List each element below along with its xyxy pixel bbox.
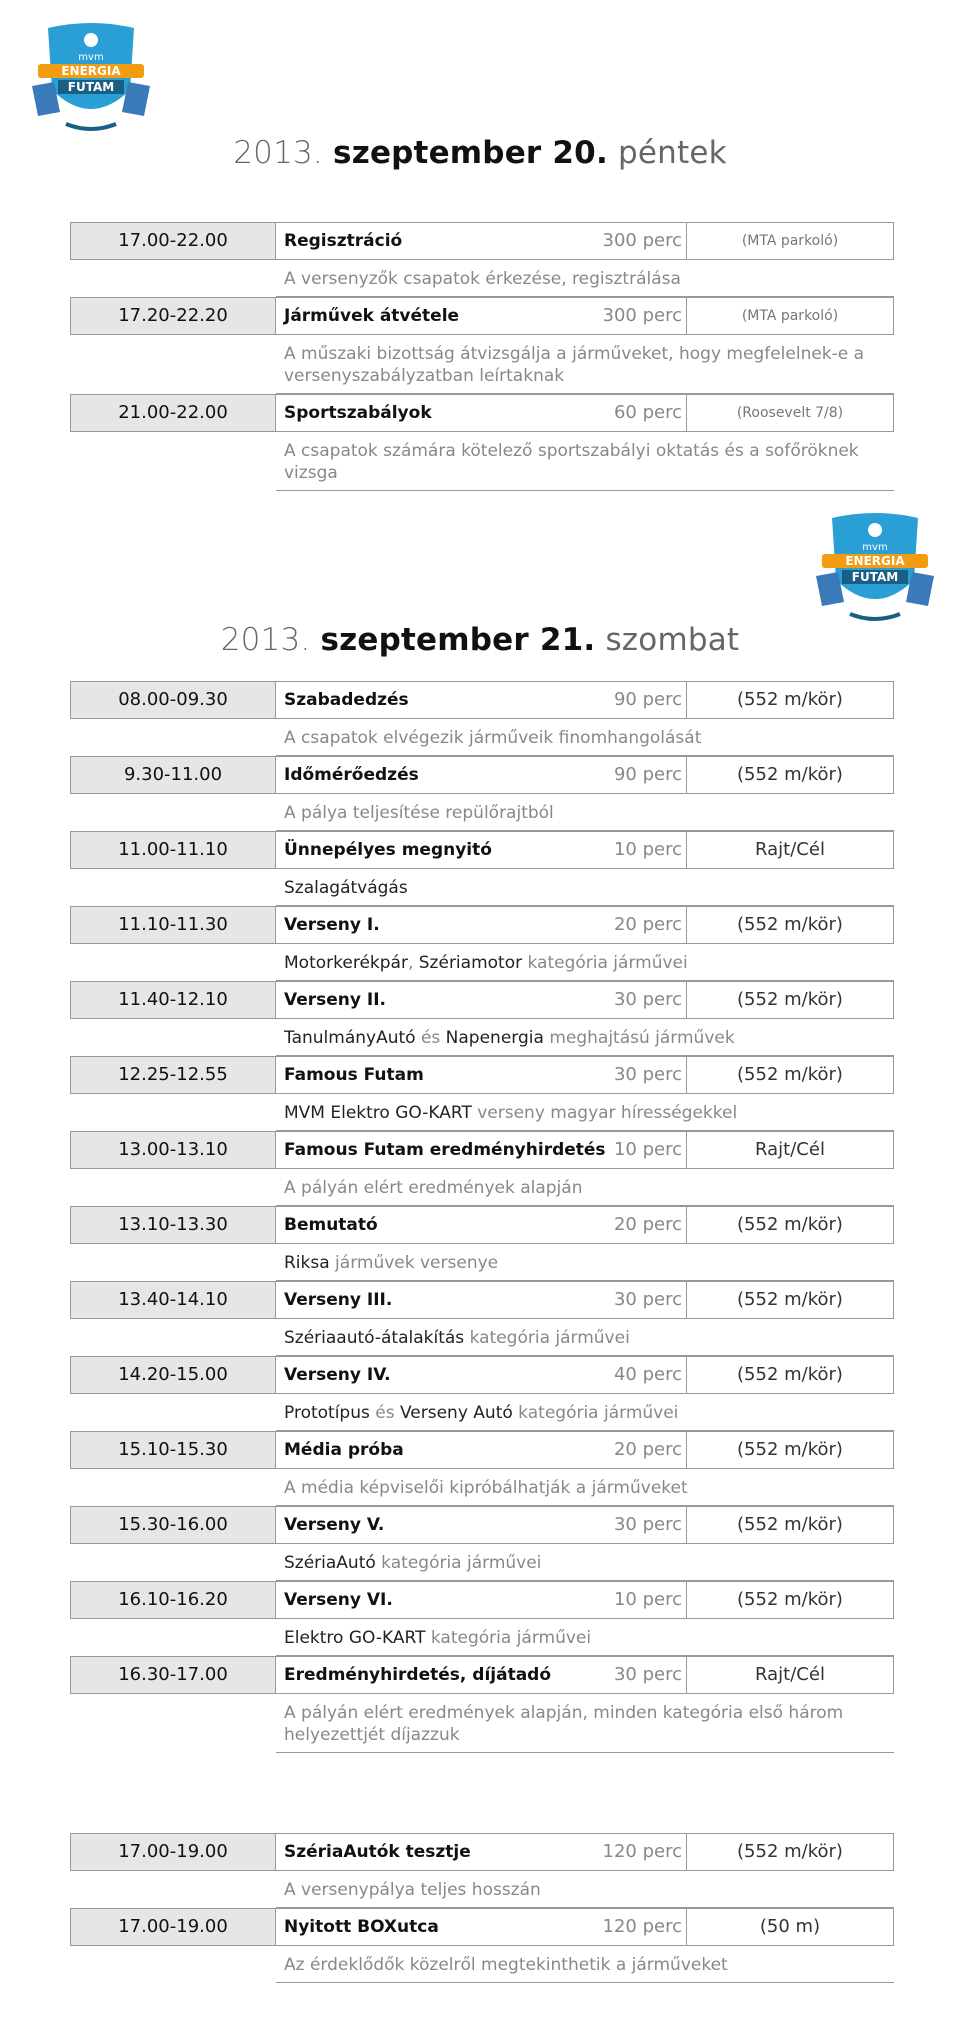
event-duration: 120 perc [602, 1916, 682, 1937]
event-location: (552 m/kör) [686, 1206, 894, 1244]
event-title: Média próba [276, 1431, 686, 1469]
description-text: kategória járművei [512, 1403, 679, 1423]
event-title: Verseny V. [276, 1506, 686, 1544]
event-duration: 20 perc [613, 914, 682, 935]
schedule-row [70, 1506, 900, 1544]
day1-schedule [70, 222, 900, 491]
event-location: (50 m) [686, 1908, 894, 1946]
schedule-row [70, 1656, 900, 1694]
event-location: (552 m/kör) [686, 906, 894, 944]
event-duration: 10 perc [613, 1589, 682, 1610]
schedule-row [70, 222, 900, 260]
schedule-row [70, 756, 900, 794]
event-title: Időmérőedzés [276, 756, 686, 794]
description-text: A média képviselői kipróbálhatják a járműveket [284, 1478, 688, 1498]
event-time: 9.30-11.00 [70, 756, 276, 794]
event-location: (552 m/kör) [686, 981, 894, 1019]
description-highlight: Elektro GO-KART [284, 1628, 426, 1648]
event-location: (Roosevelt 7/8) [686, 394, 894, 432]
energia-futam-logo [810, 510, 940, 625]
event-location: (MTA parkoló) [686, 297, 894, 335]
description-highlight: MVM Elektro GO-KART [284, 1103, 472, 1123]
event-title: Verseny II. [276, 981, 686, 1019]
schedule-row [70, 831, 900, 869]
event-duration: 20 perc [613, 1439, 682, 1460]
event-duration: 300 perc [602, 305, 682, 326]
event-description [276, 1394, 894, 1431]
event-title: Regisztráció [276, 222, 686, 260]
event-duration: 30 perc [613, 989, 682, 1010]
logo-brand: mvm [78, 52, 104, 63]
description-text: kategória járművei [464, 1328, 630, 1348]
description-text: A csapatok elvégezik járműveik finomhangolását [284, 728, 702, 748]
event-location: (552 m/kör) [686, 1506, 894, 1544]
description-highlight: Szériaautó-átalakítás [284, 1328, 465, 1348]
event-description: A csapatok számára kötelező sportszabályi oktatás és a sofőröknek vizsga [276, 432, 894, 491]
event-title: Verseny I. [276, 906, 686, 944]
logo-line2: FUTAM [851, 570, 899, 584]
description-text: kategória járművei [425, 1628, 592, 1648]
schedule-row [70, 1833, 900, 1871]
description-text: A versenypálya teljes hosszán [284, 1880, 541, 1900]
day2-heading [0, 622, 960, 658]
description-highlight: Riksa [284, 1253, 330, 1273]
event-time: 13.00-13.10 [70, 1131, 276, 1169]
day2-schedule [70, 681, 900, 1753]
event-title: Nyitott BOXutca [276, 1908, 686, 1946]
event-description [276, 1619, 894, 1656]
description-highlight: Szériamotor [418, 953, 523, 973]
event-duration: 10 perc [613, 839, 682, 860]
event-time: 15.10-15.30 [70, 1431, 276, 1469]
description-text: A pályán elért eredmények alapján, minden kategória első három helyezettjét díjazzuk [284, 1703, 844, 1745]
event-time: 16.30-17.00 [70, 1656, 276, 1694]
event-duration: 90 perc [613, 764, 682, 785]
description-highlight: Verseny Autó [399, 1403, 513, 1423]
logo-line1: ENERGIA [845, 554, 905, 568]
description-highlight: Motorkerékpár [284, 953, 408, 973]
event-description [276, 944, 894, 981]
event-title: SzériaAutók tesztje [276, 1833, 686, 1871]
event-time: 13.40-14.10 [70, 1281, 276, 1319]
energia-futam-logo [26, 20, 156, 135]
event-duration: 300 perc [602, 230, 682, 251]
event-location: (552 m/kör) [686, 1356, 894, 1394]
event-duration: 40 perc [613, 1364, 682, 1385]
logo-brand: mvm [862, 542, 888, 553]
event-duration: 120 perc [602, 1841, 682, 1862]
event-time: 11.40-12.10 [70, 981, 276, 1019]
event-time: 17.20-22.20 [70, 297, 276, 335]
description-highlight: Napenergia [445, 1028, 544, 1048]
event-time: 21.00-22.00 [70, 394, 276, 432]
event-description [276, 1019, 894, 1056]
event-location: (552 m/kör) [686, 1056, 894, 1094]
schedule-row [70, 1431, 900, 1469]
day1-heading [0, 135, 960, 171]
logo-line1: ENERGIA [61, 64, 121, 78]
schedule-row [70, 1131, 900, 1169]
logo-graphic [810, 510, 940, 625]
schedule-row [70, 1908, 900, 1946]
event-title: Famous Futam eredményhirdetés [276, 1131, 686, 1169]
event-title: Famous Futam [276, 1056, 686, 1094]
description-text: verseny magyar hírességekkel [471, 1103, 738, 1123]
event-time: 08.00-09.30 [70, 681, 276, 719]
event-time: 17.00-22.00 [70, 222, 276, 260]
event-time: 16.10-16.20 [70, 1581, 276, 1619]
event-time: 17.00-19.00 [70, 1908, 276, 1946]
event-description [276, 1694, 894, 1753]
event-description [276, 1469, 894, 1506]
event-time: 17.00-19.00 [70, 1833, 276, 1871]
event-title: Szabadedzés [276, 681, 686, 719]
logo-line2: FUTAM [67, 80, 115, 94]
day2-extra-schedule [70, 1833, 900, 1983]
event-time: 14.20-15.00 [70, 1356, 276, 1394]
event-title: Járművek átvétele [276, 297, 686, 335]
event-location: (552 m/kör) [686, 756, 894, 794]
event-time: 12.25-12.55 [70, 1056, 276, 1094]
schedule-row [70, 1056, 900, 1094]
event-duration: 20 perc [613, 1214, 682, 1235]
event-description [276, 794, 894, 831]
day1-year: 2013. [233, 135, 323, 171]
schedule-row [70, 1206, 900, 1244]
event-description [276, 1544, 894, 1581]
event-location: (552 m/kör) [686, 1833, 894, 1871]
event-time: 11.00-11.10 [70, 831, 276, 869]
description-text: kategória járművei [522, 953, 688, 973]
event-title: Verseny IV. [276, 1356, 686, 1394]
description-text: A pálya teljesítése repülőrajtból [284, 803, 554, 823]
schedule-row [70, 681, 900, 719]
description-text: Az érdeklődők közelről megtekinthetik a járműveket [284, 1955, 728, 1975]
event-time: 11.10-11.30 [70, 906, 276, 944]
description-highlight: Prototípus [284, 1403, 370, 1423]
event-location: Rajt/Cél [686, 1131, 894, 1169]
event-location: (552 m/kör) [686, 1431, 894, 1469]
description-highlight: Szalagátvágás [284, 878, 408, 898]
event-title: Verseny VI. [276, 1581, 686, 1619]
schedule-row [70, 1281, 900, 1319]
event-time: 13.10-13.30 [70, 1206, 276, 1244]
event-location: (MTA parkoló) [686, 222, 894, 260]
day1-date: szeptember 20. [333, 135, 608, 171]
event-title: Sportszabályok [276, 394, 686, 432]
description-text: és [415, 1028, 446, 1048]
event-duration: 30 perc [613, 1664, 682, 1685]
event-duration: 10 perc [613, 1139, 682, 1160]
description-highlight: SzériaAutó [284, 1553, 376, 1573]
event-description [276, 869, 894, 906]
day2-date: szeptember 21. [320, 622, 596, 658]
event-location: Rajt/Cél [686, 831, 894, 869]
description-text: meghajtású járművek [543, 1028, 735, 1048]
description-text: és [369, 1403, 400, 1423]
event-title: Eredményhirdetés, díjátadó [276, 1656, 686, 1694]
description-text: járművek versenye [329, 1253, 499, 1273]
event-title: Verseny III. [276, 1281, 686, 1319]
schedule-row [70, 1581, 900, 1619]
schedule-row [70, 297, 900, 335]
description-text: , [407, 953, 419, 973]
event-description [276, 1319, 894, 1356]
event-location: (552 m/kör) [686, 1581, 894, 1619]
event-description [276, 1094, 894, 1131]
description-highlight: TanulmányAutó [284, 1028, 416, 1048]
day1-weekday: péntek [617, 135, 727, 171]
event-description [276, 1169, 894, 1206]
schedule-row [70, 394, 900, 432]
event-description [276, 1946, 894, 1983]
event-duration: 60 perc [613, 402, 682, 423]
event-description: A műszaki bizottság átvizsgálja a járműveket, hogy megfelelnek-e a versenyszabályzatban leírtaknak [276, 335, 894, 394]
event-description [276, 1871, 894, 1908]
event-duration: 30 perc [613, 1289, 682, 1310]
event-location: (552 m/kör) [686, 681, 894, 719]
logo-graphic [26, 20, 156, 135]
event-time: 15.30-16.00 [70, 1506, 276, 1544]
description-text: A pályán elért eredmények alapján [284, 1178, 583, 1198]
day2-year: 2013. [220, 622, 311, 658]
event-duration: 30 perc [613, 1514, 682, 1535]
event-location: (552 m/kör) [686, 1281, 894, 1319]
event-description [276, 719, 894, 756]
schedule-row [70, 1356, 900, 1394]
event-duration: 90 perc [613, 689, 682, 710]
event-duration: 30 perc [613, 1064, 682, 1085]
event-description [276, 1244, 894, 1281]
event-description: A versenyzők csapatok érkezése, regisztrálása [276, 260, 894, 297]
schedule-row [70, 906, 900, 944]
description-text: kategória járművei [375, 1553, 542, 1573]
schedule-row [70, 981, 900, 1019]
event-location: Rajt/Cél [686, 1656, 894, 1694]
day2-weekday: szombat [605, 622, 740, 658]
event-title: Bemutató [276, 1206, 686, 1244]
event-title: Ünnepélyes megnyitó [276, 831, 686, 869]
